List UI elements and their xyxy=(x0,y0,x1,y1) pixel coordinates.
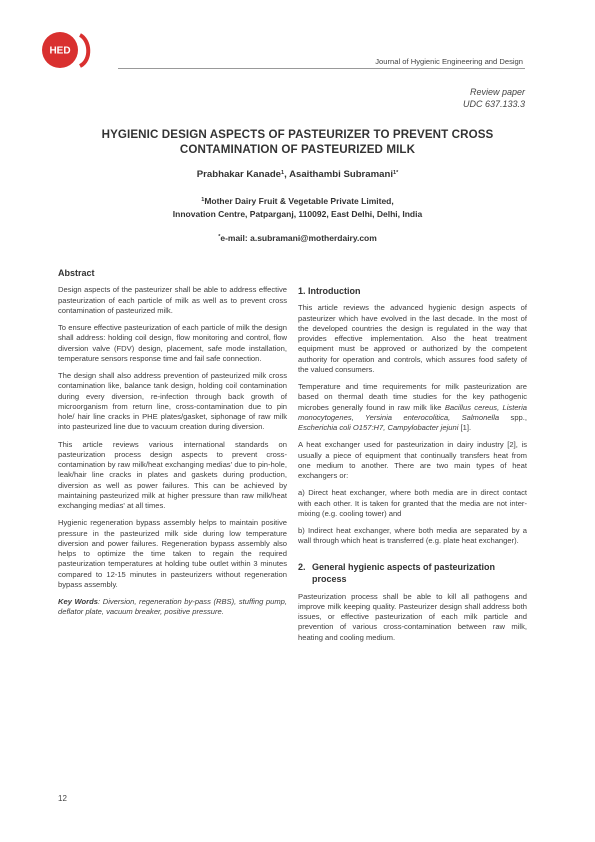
section-2-paragraph-1: Pasteurization process shall be able to kill all pathogens and improve milk keeping quality. Pasteurizer design shall address both issues, or effective pasteurization of each milk particle and prevention of various cross-contamination between raw milk, heating and cooling medium. xyxy=(298,591,527,642)
abstract-paragraph-2: To ensure effective pasteurization of each particle of milk the design shall address: holding coil design, flow monitoring and control, flow diversion valve (FDV) design, placement, safe mode installation, temperature sensors response time and fail safe connection. xyxy=(58,323,287,363)
header-rule xyxy=(118,68,525,69)
paper-type: Review paper xyxy=(469,87,525,97)
page-number: 12 xyxy=(58,794,67,803)
intro-heading: 1. Introduction xyxy=(298,286,361,296)
logo-text: HED xyxy=(49,45,71,57)
affiliation-line-1: Mother Dairy Fruit & Vegetable Private Limited, xyxy=(204,196,394,206)
intro-p2-text-a: Temperature and time requirements for milk pasteurization are based on thermal death time studies for the key pathogenic microbes generally found in raw milk like xyxy=(298,382,527,412)
contact-email xyxy=(60,233,535,243)
paper-title xyxy=(60,127,535,157)
title-line-2: CONTAMINATION OF PASTEURIZED MILK xyxy=(179,143,416,156)
email-text[interactable]: e-mail: a.subramani@motherdairy.com xyxy=(220,233,377,243)
author-sep: , xyxy=(284,169,290,180)
intro-p2-text-mid: spp., xyxy=(499,412,527,422)
section-2-heading xyxy=(298,561,527,585)
right-column xyxy=(298,286,527,650)
udc-code: UDC 637.133.3 xyxy=(462,99,525,109)
intro-paragraph-5: b) Indirect heat exchanger, where both media are separated by a wall through which heat is transferred (e.g. plate heat exchanger). xyxy=(298,526,527,546)
keywords xyxy=(58,597,287,618)
paper-meta xyxy=(463,86,525,110)
affiliation-line-2: Innovation Centre, Patparganj, 110092, East Delhi, Delhi, India xyxy=(172,208,423,219)
keywords-label: Key Words xyxy=(58,597,99,606)
section-2-title: General hygienic aspects of pasteurization process xyxy=(312,561,496,584)
intro-paragraph-3: A heat exchanger used for pasteurization in dairy industry [2], is usually a piece of equipment that continually transfers heat from one medium to another. There are two main types of heat exchangers or: xyxy=(298,440,527,480)
hed-logo-icon xyxy=(40,30,98,70)
title-line-1: HYGIENIC DESIGN ASPECTS OF PASTEURIZER TO PREVENT CROSS xyxy=(101,128,494,141)
affiliation xyxy=(60,194,535,220)
intro-paragraph-4: a) Direct heat exchanger, where both media are in direct contact with each other. It is taken for granted that the media are not inter-mixing (e.g. cooling tower) and xyxy=(298,488,527,518)
abstract-paragraph-1: Design aspects of the pasteurizer shall be able to address effective pasteurization of each particle of milk as well as to prevent cross contamination of pasteurized milk. xyxy=(58,285,287,315)
abstract-heading: Abstract xyxy=(58,268,95,278)
journal-name: Journal of Hygienic Engineering and Design xyxy=(375,57,523,66)
abstract-paragraph-3: The design shall also address prevention of pasteurized milk cross contamination like, balance tank design, holding coil contamination during every diversion, re-infection through back growth of microorganism from return line, cross-contamination due to pin hole/ hair line cracks in PHE plates/gasket, siphonage of raw milk into pasteurized line due to vacuum creation during diversion. xyxy=(58,371,287,432)
intro-paragraph-2 xyxy=(298,382,527,433)
journal-logo xyxy=(40,30,98,70)
author-1: Prabhakar Kanade xyxy=(196,169,282,180)
authors xyxy=(60,169,535,180)
intro-paragraph-1: This article reviews the advanced hygienic design aspects of pasteurizer which have evolved in the last decade. In the most of the developed countries the design is regulated in the way that provides effective implementation. Also the heat treatment equipment must be approved or authorized by the competent authority for operation and controls, which assures food safety of the valued consumers. xyxy=(298,303,527,374)
keywords-text: : Diversion, regeneration by-pass (RBS), stuffing pump, deflator plate, vacuum breaker, positive pressure. xyxy=(58,597,287,617)
author-1-sup: 1 xyxy=(281,170,285,176)
intro-p2-species-1: Bacillus cereus, Listeria monocytogenes, Yersinia enterocolitica, Salmonella xyxy=(298,402,527,422)
abstract-paragraph-5: Hygienic regeneration bypass assembly helps to maintain positive pressure in the pasteurized milk side during low temperature diversion and power failures. Regeneration bypass assembly also helps to optimize the time taken to regain the required pasteurization temperatures at holding tube outlet within 3 minutes compared to 12-15 minutes in pasteurizers without regeneration bypass assembly. xyxy=(58,518,287,589)
section-2-number: 2. xyxy=(298,561,306,572)
affiliation-sup: 1 xyxy=(201,197,205,203)
left-column xyxy=(58,268,287,625)
email-sup: * xyxy=(218,234,221,240)
author-2-sup: 1* xyxy=(393,170,399,176)
intro-p2-text-end: [1]. xyxy=(458,423,472,432)
abstract-paragraph-4: This article reviews various international standards on pasteurization process design aspects to prevent cross-contamination by raw milk/heat exchanging medias' due to pin-hole, leak/hair line cracks in plates and gaskets during production, diversion as well as power failures. This can be achieved by maintaining pasteurized milk at higher pressure than raw milk/heat exchanging medias' at all times. xyxy=(58,439,287,510)
author-2: Asaithambi Subramani xyxy=(289,169,394,180)
intro-p2-species-2: Escherichia coli O157:H7, Campylobacter jejuni xyxy=(298,423,459,432)
